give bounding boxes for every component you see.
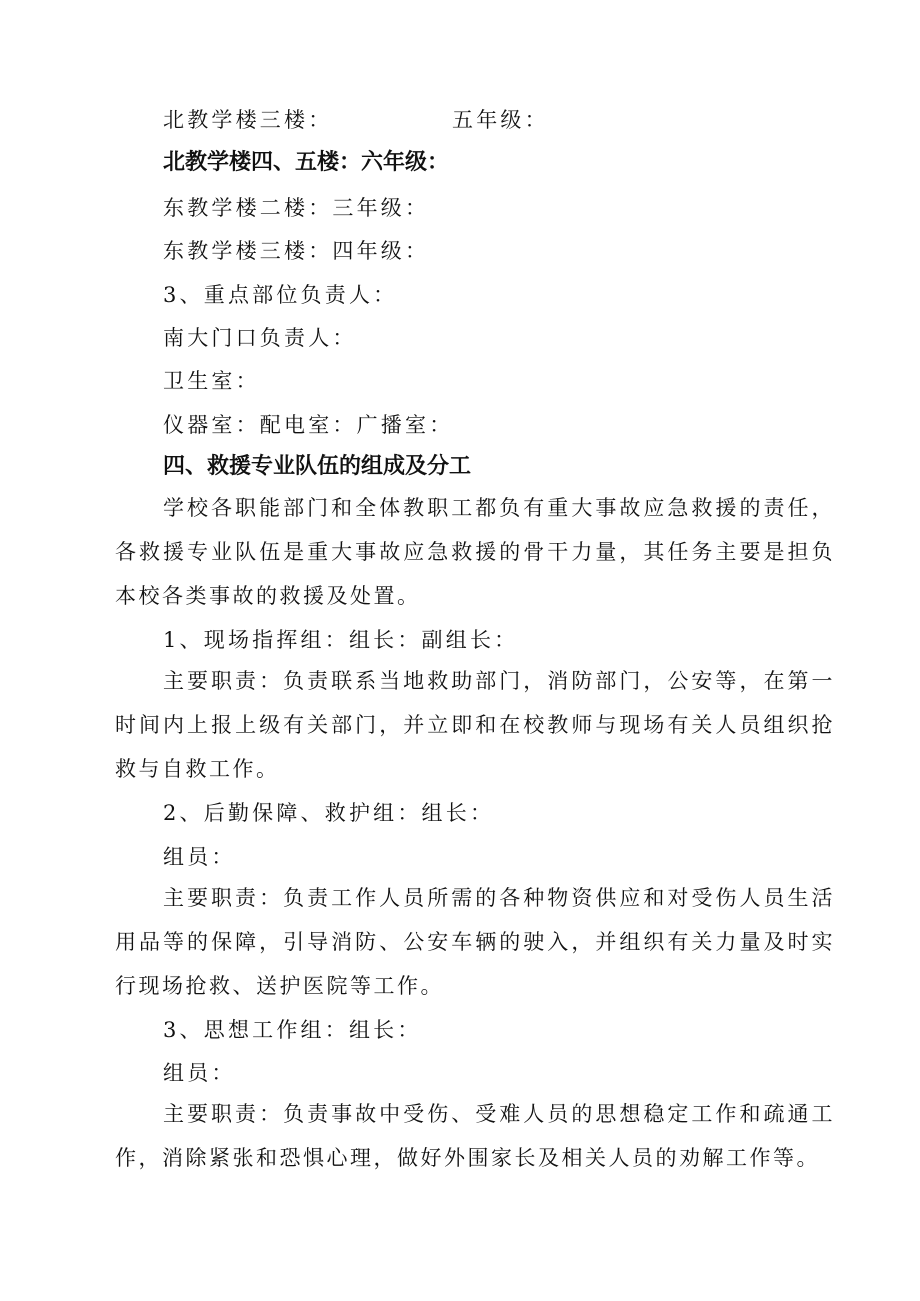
team3-duty-paragraph: 主要职责：负责事故中受伤、受难人员的思想稳定工作和疏通工作，消除紧张和恐惧心理，做好外围家长及相关人员的劝解工作等。: [115, 1102, 835, 1170]
north-building-3f: 北教学楼三楼：: [163, 108, 333, 132]
grade-five-label: 五年级：: [452, 108, 549, 132]
team1-duty-paragraph: 主要职责：负责联系当地救助部门，消防部门，公安等，在第一时间内上报上级有关部门，并立即和在校教师与现场有关人员组织抢救与自救工作。: [115, 669, 835, 781]
rooms-line: 仪器室：配电室：广播室：: [163, 413, 454, 437]
east-building-3f: 东教学楼三楼：四年级：: [163, 239, 430, 263]
north-building-4-5f: 北教学楼四、五楼：六年级：: [163, 150, 450, 175]
team3-members: 组员：: [163, 1061, 236, 1085]
team1-heading: 1、现场指挥组：组长：副组长：: [163, 628, 519, 652]
south-gate-line: 南大门口负责人：: [163, 326, 357, 350]
team2-members: 组员：: [163, 845, 236, 869]
team2-heading: 2、后勤保障、救护组：组长：: [163, 801, 495, 825]
intro-paragraph: 学校各职能部门和全体教职工都负有重大事故应急救援的责任，各救援专业队伍是重大事故应急救援的骨干力量，其任务主要是担负本校各类事故的救援及处置。: [115, 496, 835, 608]
section-4-title: 四、救援专业队伍的组成及分工: [163, 454, 472, 479]
team3-heading: 3、思想工作组：组长：: [163, 1018, 422, 1042]
team2-duty-paragraph: 主要职责：负责工作人员所需的各种物资供应和对受伤人员生活用品等的保障，引导消防、公安车辆的驶入，并组织有关力量及时实行现场抢救、送护医院等工作。: [115, 886, 835, 998]
key-areas-heading: 3、重点部位负责人：: [163, 283, 398, 307]
clinic-line: 卫生室：: [163, 369, 260, 393]
east-building-2f: 东教学楼二楼：三年级：: [163, 196, 430, 220]
